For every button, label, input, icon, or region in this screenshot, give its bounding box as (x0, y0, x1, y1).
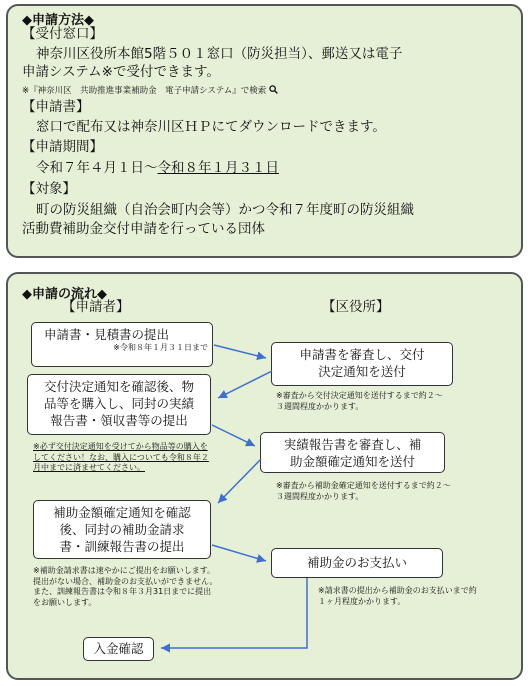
review-application-note: ※審査から交付決定通知を送付するまで約２〜３週間程度かかります。 (276, 391, 443, 411)
confirm-deposit-box: 入金確認 (83, 637, 154, 661)
office-label: 【区役所】 (322, 299, 390, 315)
arrow-purchase-to-report-review (212, 425, 255, 446)
arrow-review-to-purchase (218, 371, 272, 398)
method-heading: ◆申請方法◆ (22, 13, 94, 28)
payment-note: ※請求書の提出から補助金のお支払いまで約１ヶ月程度かかります。 (318, 586, 477, 606)
form-line1: 窓口で配布又は神奈川区ＨＰにてダウンロードできます。 (36, 119, 386, 135)
applicant-label: 【申請者】 (62, 299, 130, 315)
search-note: ※『神奈川区 共助推進事業補助金 電子申請システム』で検索 (22, 84, 278, 96)
claim-submission-box: 補助金額確定通知を確認 後、同封の補助金請求 書・訓練報告書の提出 (33, 500, 211, 559)
purchase-note: ※必ず交付決定通知を受けてから物品等の購入をしてください！なお、購入についても令和８年２月中までに済ませてください。 (33, 442, 209, 472)
arrow-report-review-to-claim (218, 459, 261, 503)
arrow-submit-to-review (214, 345, 266, 358)
submit-application-box: 申請書・見積書の提出 ※令和８年１月３１日まで (31, 322, 213, 367)
arrow-payment-to-deposit (161, 578, 307, 648)
review-report-box: 実績報告書を審査し、補 助金額確定通知を送付 (260, 432, 445, 473)
review-application-box: 申請書を審査し、交付 決定通知を送付 (271, 342, 453, 386)
target-line2: 活動費補助金交付申請を行っている団体 (22, 221, 265, 237)
reception-line2: 申請システム※で受付できます。 (22, 64, 220, 80)
reception-title: 【受付窓口】 (22, 26, 103, 42)
arrow-claim-to-payment (212, 545, 266, 561)
reception-line1: 神奈川区役所本館5階５０１窓口（防災担当）、郵送又は電子 (36, 46, 403, 62)
target-line1: 町の防災組織（自治会町内会等）かつ令和７年度町の防災組織 (36, 202, 414, 218)
period-dates: 令和７年４月１日〜令和８年１月３１日 (36, 160, 279, 176)
period-title: 【申請期間】 (22, 139, 103, 155)
payment-box: 補助金のお支払い (271, 548, 443, 578)
submit-deadline-note: ※令和８年１月３１日まで (113, 343, 208, 352)
search-keyword: 神奈川区 共助推進事業補助金 電子申請システム (37, 86, 233, 96)
review-report-note: ※審査から補助金確定通知を送付するまで約２〜３週間程度かかります。 (276, 481, 451, 501)
period-deadline: 令和８年１月３１日 (157, 160, 279, 176)
target-title: 【対象】 (22, 181, 76, 197)
purchase-report-box: 交付決定通知を確認後、物 品等を購入し、同封の実績 報告書・領収書等の提出 (27, 374, 211, 435)
form-title: 【申請書】 (22, 99, 90, 115)
claim-note: ※補助金請求書は速やかにご提出をお願いします。提出がない場合、補助金のお支払いができません。また、訓練報告書は令和８年３月31日までに提出をお願いします。 (33, 566, 218, 607)
flow-heading: ◆申請の流れ◆ (22, 287, 107, 302)
